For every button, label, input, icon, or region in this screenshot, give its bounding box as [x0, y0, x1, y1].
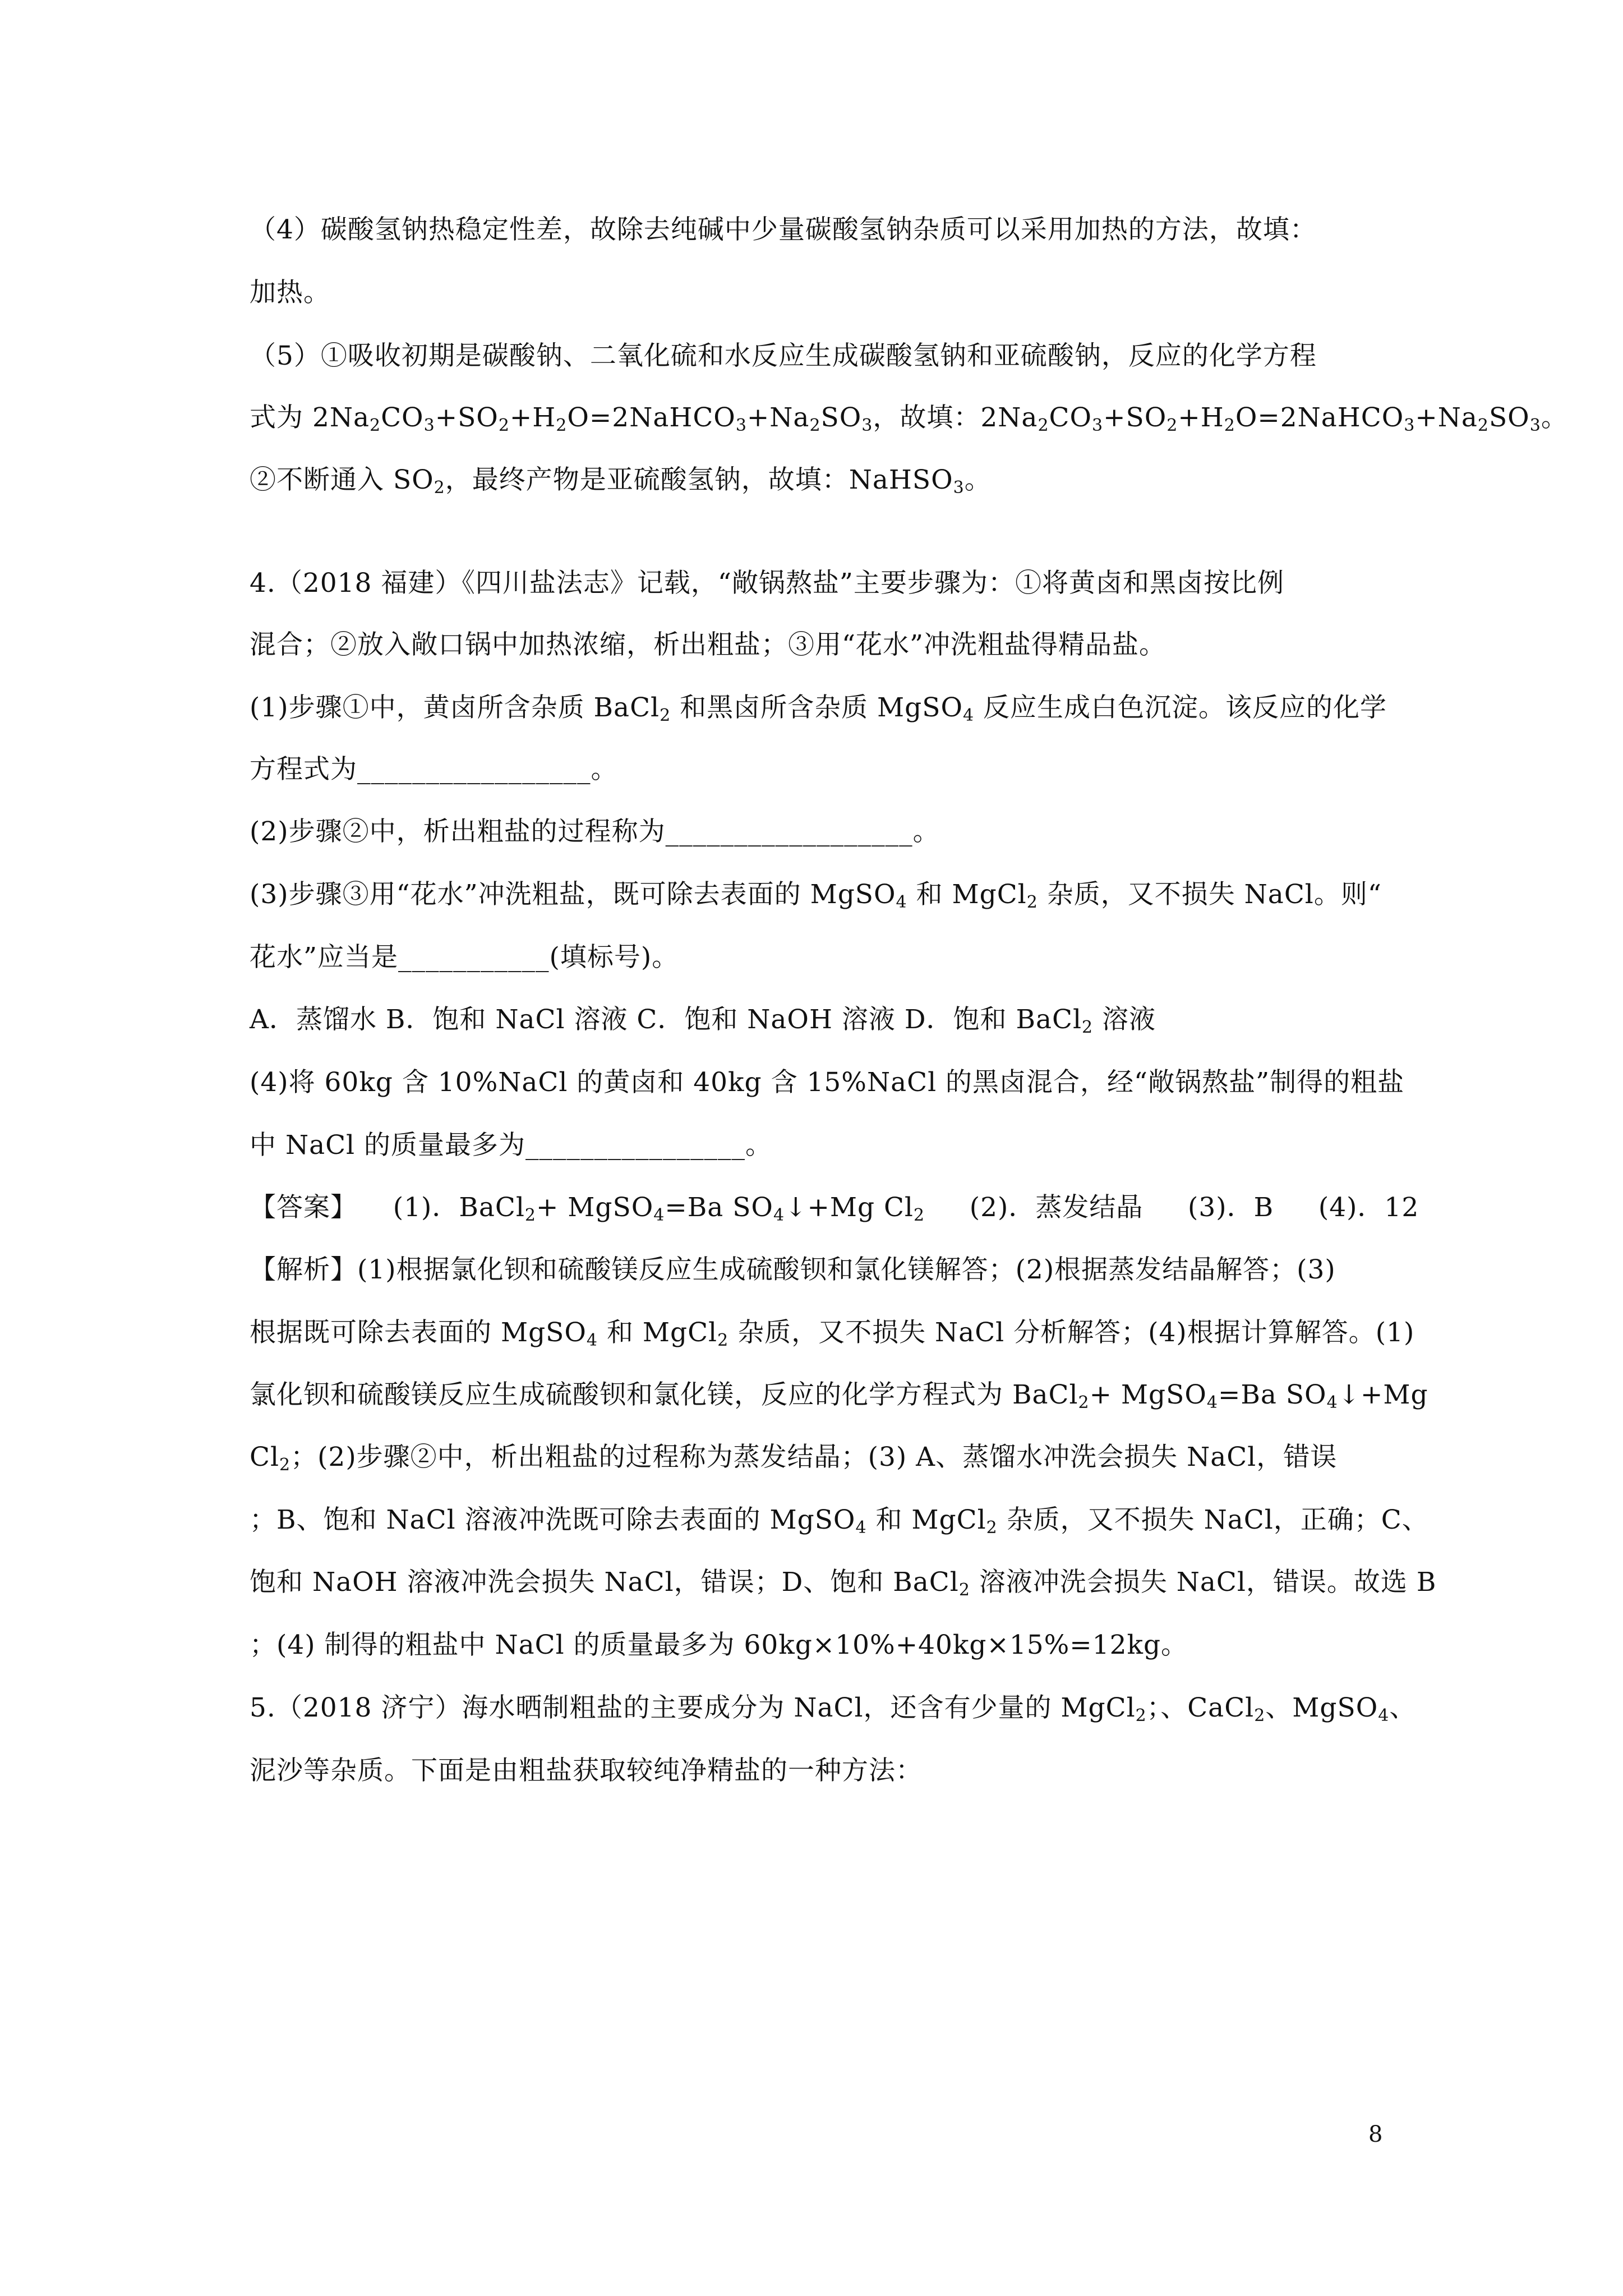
text-line: 中 NaCl 的质量最多为________________。: [250, 1130, 773, 1161]
text-line: 混合；②放入敞口锅中加热浓缩，析出粗盐；③用“花水”冲洗粗盐得精品盐。: [250, 629, 1166, 660]
text-line: $Cl_2$；(2)步骤②中，析出粗盐的过程称为蒸发结晶；(3) A、蒸馏水冲洗会损失 NaCl，错误: [250, 1442, 1338, 1475]
answer-line: 【答案】 (1)．BaCl$_2$+ MgSO$_4$=Ba $SO_4↓+Mg$ $Cl_2$ (2)．蒸发结晶 (3)．B (4)．12: [250, 1192, 1419, 1225]
text-line: 泥沙等杂质。下面是由粗盐获取较纯净精盐的一种方法：: [250, 1755, 923, 1786]
text-line: (3)步骤③用“花水”冲洗粗盐，既可除去表面的 MgSO$_4$ 和 MgCl$_2$ 杂质，又不损失 NaCl。则“: [250, 879, 1382, 912]
question-5-stem: 5.（2018 济宁）海水晒制粗盐的主要成分为 NaCl，还含有少量的 MgCl$_2$；、CaCl$_2$、MgSO$_4$、: [250, 1692, 1417, 1726]
text-line: ；B、饱和 NaCl 溶液冲洗既可除去表面的 MgSO$_4$ 和 MgCl$_2$ 杂质，又不损失 NaCl，正确；C、: [250, 1504, 1429, 1538]
text-line: 方程式为_________________。: [250, 754, 618, 785]
text-line: 根据既可除去表面的 MgSO$_4$ 和 MgCl$_2$ 杂质，又不损失 NaCl 分析解答；(4)根据计算解答。(1): [250, 1317, 1415, 1350]
text-line: 式为 $2Na_2CO_3+SO_2+H_2O=2NaHCO_3+Na_2SO_3$，故填：$2Na_2CO_3+SO_2+H_2O=2NaHCO_3+Na_2SO_3$。: [250, 402, 1568, 435]
text-line: （4）碳酸氢钠热稳定性差，故除去纯碱中少量碳酸氢钠杂质可以采用加热的方法，故填：: [250, 214, 1317, 245]
text-line: ②不断通入 $SO_2$，最终产物是亚硫酸氢钠，故填：NaHSO$_3$。: [250, 464, 992, 498]
text-line: 花水”应当是___________(填标号)。: [250, 942, 679, 973]
answer-options: A．蒸馏水 B．饱和 NaCl 溶液 C．饱和 NaOH 溶液 D．饱和 BaCl$_2$ 溶液: [250, 1004, 1156, 1037]
text-line: 氯化钡和硫酸镁反应生成硫酸钡和氯化镁，反应的化学方程式为 BaCl$_2$+ MgSO$_4$=Ba $SO_4↓+Mg$: [250, 1379, 1428, 1412]
page-number: 8: [1368, 2122, 1383, 2147]
analysis-line: 【解析】(1)根据氯化钡和硫酸镁反应生成硫酸钡和氯化镁解答；(2)根据蒸发结晶解答；(3): [250, 1254, 1336, 1285]
question-4-stem: 4.（2018 福建）《四川盐法志》记载，“敞锅熬盐”主要步骤为：①将黄卤和黑卤按比例: [250, 568, 1284, 599]
text-line: (1)步骤①中，黄卤所含杂质 BaCl$_2$ 和黑卤所含杂质 MgSO$_4$ 反应生成白色沉淀。该反应的化学: [250, 692, 1387, 725]
text-line: (4)将 60kg 含 10%NaCl 的黄卤和 40kg 含 15%NaCl 的黑卤混合，经“敞锅熬盐”制得的粗盐: [250, 1067, 1405, 1098]
text-line: 加热。: [250, 277, 330, 308]
text-line: (2)步骤②中，析出粗盐的过程称为__________________。: [250, 816, 940, 847]
text-line: （5）①吸收初期是碳酸钠、二氧化硫和水反应生成碳酸氢钠和亚硫酸钠，反应的化学方程: [250, 341, 1317, 371]
text-line: 饱和 NaOH 溶液冲洗会损失 NaCl，错误；D、饱和 BaCl$_2$ 溶液冲洗会损失 NaCl，错误。故选 B: [250, 1567, 1437, 1600]
text-line: ；(4) 制得的粗盐中 NaCl 的质量最多为 60kg×10%+40kg×15%=12kg。: [250, 1630, 1188, 1660]
